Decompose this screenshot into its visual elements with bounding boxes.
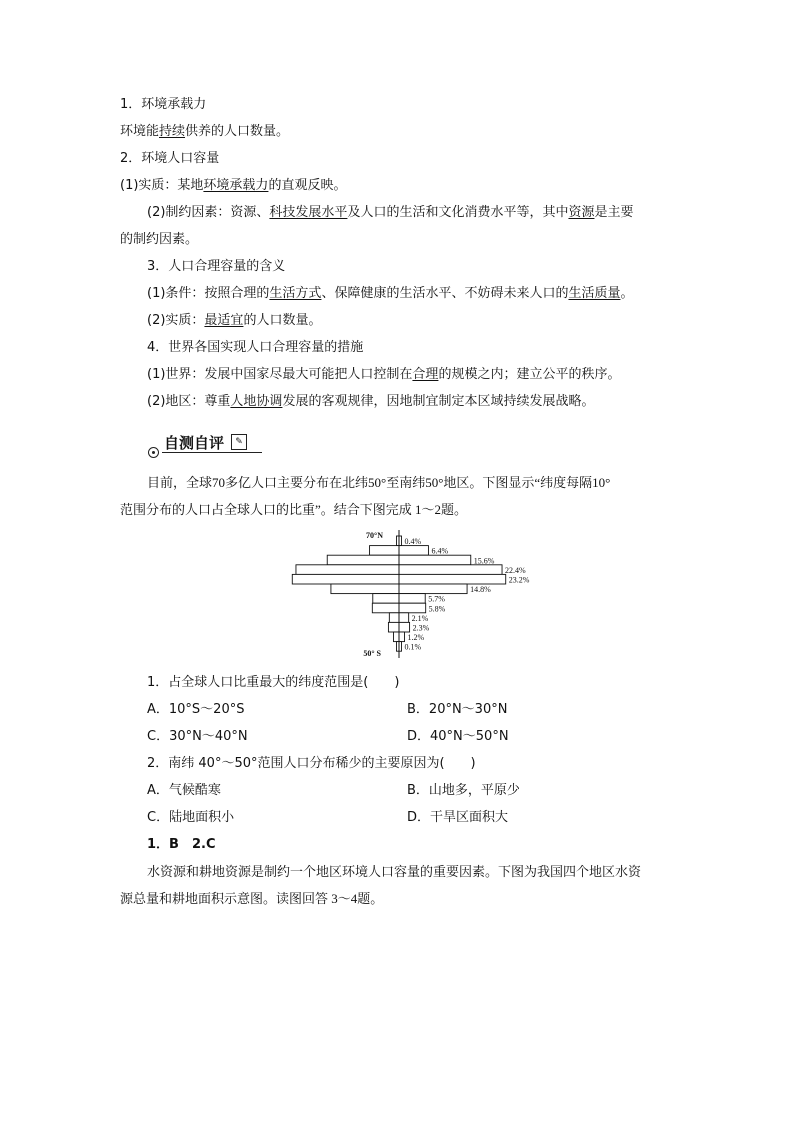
q1-option-a[interactable]: A．10°S～20°S (147, 702, 245, 717)
bottom-latitude-label: 50° S (363, 649, 381, 658)
value-label: 6.4% (431, 546, 449, 556)
region-line: (2)地区：尊重人地协调发展的客观规律，因地制宜制定本区域持续发展战略。 (147, 394, 595, 409)
q1-option-c[interactable]: C．30°N～40°N (147, 729, 248, 744)
value-label: 1.2% (407, 633, 425, 643)
heading-underline (162, 452, 262, 453)
heading-3: 3．人口合理容量的含义 (147, 259, 286, 274)
value-label: 0.1% (404, 642, 422, 652)
value-label: 2.3% (412, 623, 430, 633)
value-label: 2.1% (411, 613, 429, 623)
q1-option-d[interactable]: D．40°N～50°N (407, 729, 509, 744)
q2-option-c[interactable]: C．陆地面积小 (147, 810, 235, 825)
world-line: (1)世界：发展中国家尽最大可能把人口控制在合理的规模之内；建立公平的秩序。 (147, 367, 621, 382)
essence-line-2: (2)实质：最适宜的人口数量。 (147, 313, 322, 328)
q2-option-d[interactable]: D．干旱区面积大 (407, 810, 509, 825)
question-2: 2．南纬 40°～50°范围人口分布稀少的主要原因为( ) (147, 756, 476, 771)
q2-option-a[interactable]: A．气候酷寒 (147, 783, 221, 798)
condition-line: (1)条件：按照合理的生活方式、保障健康的生活水平、不妨碍未来人口的生活质量。 (147, 286, 634, 301)
question-1: 1．占全球人口比重最大的纬度范围是( ) (147, 675, 400, 690)
factors-line-cont: 的制约因素。 (120, 232, 199, 247)
q2-option-b[interactable]: B．山地多，平原少 (407, 783, 520, 798)
value-label: 22.4% (505, 565, 526, 575)
intro-text-2: 范围分布的人口占全球人口的比重”。结合下图完成 1～2题。 (120, 502, 468, 517)
heading-4: 4．世界各国实现人口合理容量的措施 (147, 340, 364, 355)
population-latitude-chart (280, 528, 530, 660)
factors-line: (2)制约因素：资源、科技发展水平及人口的生活和文化消费水平等，其中资源是主要 (147, 205, 634, 220)
top-latitude-label: 70°N (366, 531, 383, 540)
value-label: 0.4% (404, 537, 422, 547)
intro2-text-1: 水资源和耕地资源是制约一个地区环境人口容量的重要因素。下图为我国四个地区水资 (147, 864, 642, 879)
value-label: 5.8% (428, 604, 446, 614)
value-label: 14.8% (470, 585, 491, 595)
answer-key: 1．B 2.C (147, 837, 216, 852)
heading-1: 1．环境承载力 (120, 97, 207, 112)
definition-1: 环境能持续供养的人口数量。 (120, 124, 290, 139)
value-label: 23.2% (508, 575, 530, 585)
value-label: 5.7% (428, 594, 445, 604)
essence-line: (1)实质：某地环境承载力的直观反映。 (120, 178, 347, 193)
q1-option-b[interactable]: B．20°N～30°N (407, 702, 508, 717)
pencil-icon: ✎ (231, 434, 247, 450)
bullet-icon (148, 447, 159, 458)
intro-text-1: 目前，全球70多亿人口主要分布在北纬50°至南纬50°地区。下图显示“纬度每隔10° (147, 475, 611, 490)
value-label: 15.6% (473, 556, 495, 566)
intro2-text-2: 源总量和耕地面积示意图。读图回答 3～4题。 (120, 891, 384, 906)
heading-2: 2．环境人口容量 (120, 151, 220, 166)
